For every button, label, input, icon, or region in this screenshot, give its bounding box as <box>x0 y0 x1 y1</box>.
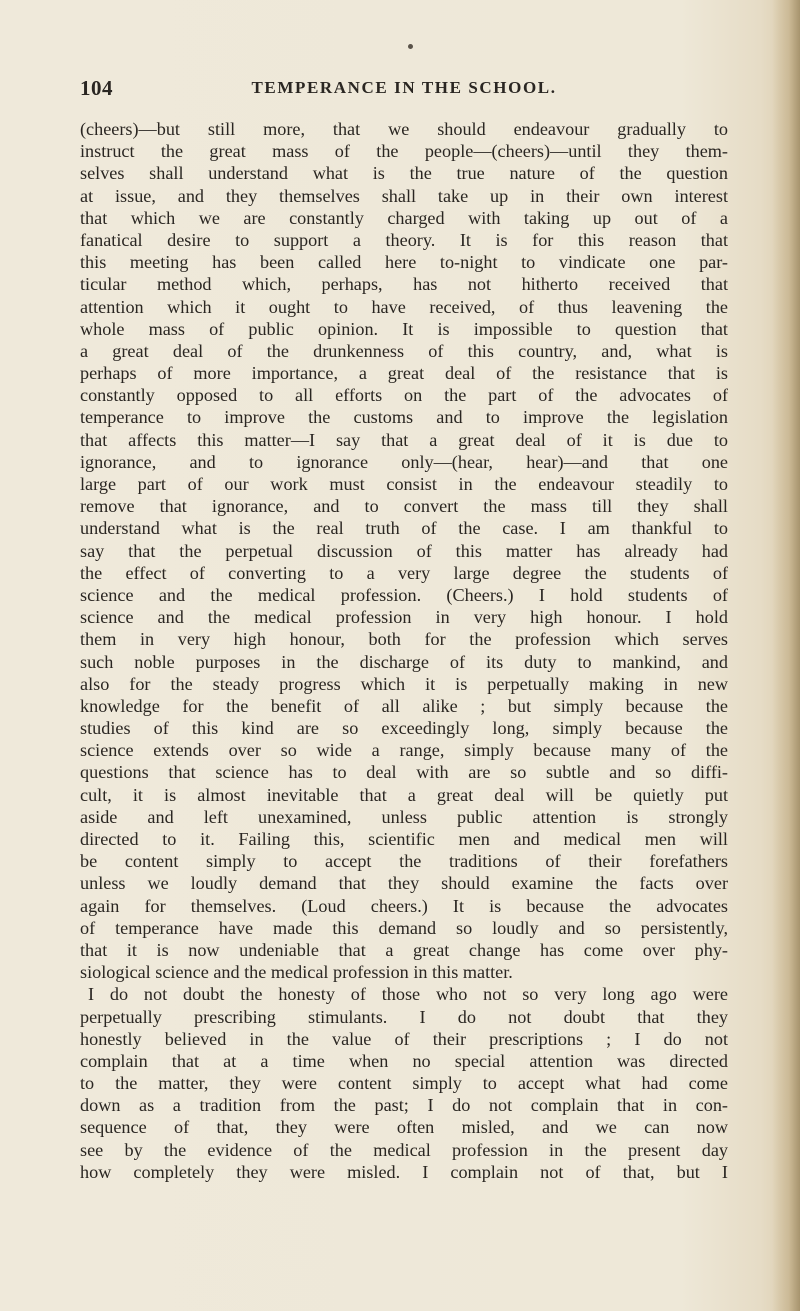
text-line: studies of this kind are so exceedingly long, simply because the <box>80 718 728 739</box>
text-line: ignorance, and to ignorance only—(hear, hear)—and that one <box>80 451 728 472</box>
text-line: also for the steady progress which it is perpetually making in new <box>80 673 728 694</box>
text-line: fanatical desire to support a theory. It is for this reason that <box>80 229 728 250</box>
page-number: 104 <box>80 76 113 100</box>
body-text <box>80 118 728 1183</box>
text-line: complain that at a time when no special attention was directed <box>80 1050 728 1071</box>
text-line: aside and left unexamined, unless public attention is strongly <box>80 806 728 827</box>
text-line: to the matter, they were content simply to accept what had come <box>80 1073 728 1094</box>
running-head: TEMPERANCE IN THE SCHOOL. <box>251 78 557 97</box>
text-line: the effect of converting to a very large degree the students of <box>80 562 728 583</box>
text-line: of temperance have made this demand so loudly and so persistently, <box>80 917 728 938</box>
text-line: how completely they were misled. I complain not of that, but I <box>80 1161 728 1182</box>
text-line: remove that ignorance, and to convert the mass till they shall <box>80 496 728 517</box>
text-line: large part of our work must consist in the endeavour steadily to <box>80 474 728 494</box>
text-line: again for themselves. (Loud cheers.) It is because the advocates <box>80 895 728 916</box>
text-line: attention which it ought to have received, of thus leavening the <box>80 296 728 317</box>
text-line: down as a tradition from the past; I do not complain that in con- <box>80 1095 728 1116</box>
text-line: directed to it. Failing this, scientific men and medical men will <box>80 829 728 849</box>
text-line: that it is now undeniable that a great change has come over phy- <box>80 939 728 960</box>
text-line: instruct the great mass of the people—(cheers)—until they them- <box>80 141 728 162</box>
text-line: that affects this matter—I say that a great deal of it is due to <box>80 429 728 450</box>
text-line: science and the medical profession in very high honour. I hold <box>80 607 728 628</box>
text-line: siological science and the medical profession in this matter. <box>80 962 513 983</box>
text-line: selves shall understand what is the true nature of the question <box>80 163 728 184</box>
text-line: whole mass of public opinion. It is impossible to question that <box>80 318 728 339</box>
text-line: honestly believed in the value of their prescriptions ; I do not <box>80 1028 728 1049</box>
page-edge-shadow <box>772 0 800 1311</box>
text-line: questions that science has to deal with are so subtle and so diffi- <box>80 762 728 783</box>
text-line: be content simply to accept the traditions of their forefathers <box>80 851 728 872</box>
text-line: say that the perpetual discussion of this matter has already had <box>80 540 728 561</box>
page-header <box>80 76 728 106</box>
text-line: such noble purposes in the discharge of its duty to mankind, and <box>80 651 728 672</box>
text-line: understand what is the real truth of the case. I am thankful to <box>80 518 728 539</box>
text-line: I do not doubt the honesty of those who not so very long ago were <box>88 984 728 1005</box>
text-line: cult, it is almost inevitable that a great deal will be quietly put <box>80 784 728 805</box>
text-line: this meeting has been called here to-night to vindicate one par- <box>80 252 728 273</box>
text-line: see by the evidence of the medical profession in the present day <box>80 1139 728 1160</box>
text-line: perhaps of more importance, a great deal of the resistance that is <box>80 363 728 384</box>
text-line: constantly opposed to all efforts on the part of the advocates of <box>80 385 728 406</box>
text-line: sequence of that, they were often misled, and we can now <box>80 1117 728 1138</box>
text-line: them in very high honour, both for the profession which serves <box>80 629 728 650</box>
ink-dot <box>408 44 413 49</box>
text-line: perpetually prescribing stimulants. I do not doubt that they <box>80 1006 728 1027</box>
text-line: temperance to improve the customs and to improve the legislation <box>80 407 728 428</box>
text-line: unless we loudly demand that they should examine the facts over <box>80 873 728 894</box>
text-line: ticular method which, perhaps, has not hitherto received that <box>80 274 728 295</box>
text-line: a great deal of the drunkenness of this country, and, what is <box>80 340 728 361</box>
text-line: science extends over so wide a range, simply because many of the <box>80 740 728 761</box>
text-line: knowledge for the benefit of all alike ; but simply because the <box>80 695 728 716</box>
text-line: science and the medical profession. (Cheers.) I hold students of <box>80 584 728 605</box>
text-line: at issue, and they themselves shall take up in their own interest <box>80 185 728 206</box>
text-line: that which we are constantly charged with taking up out of a <box>80 207 728 228</box>
text-line: (cheers)—but still more, that we should endeavour gradually to <box>80 119 728 139</box>
